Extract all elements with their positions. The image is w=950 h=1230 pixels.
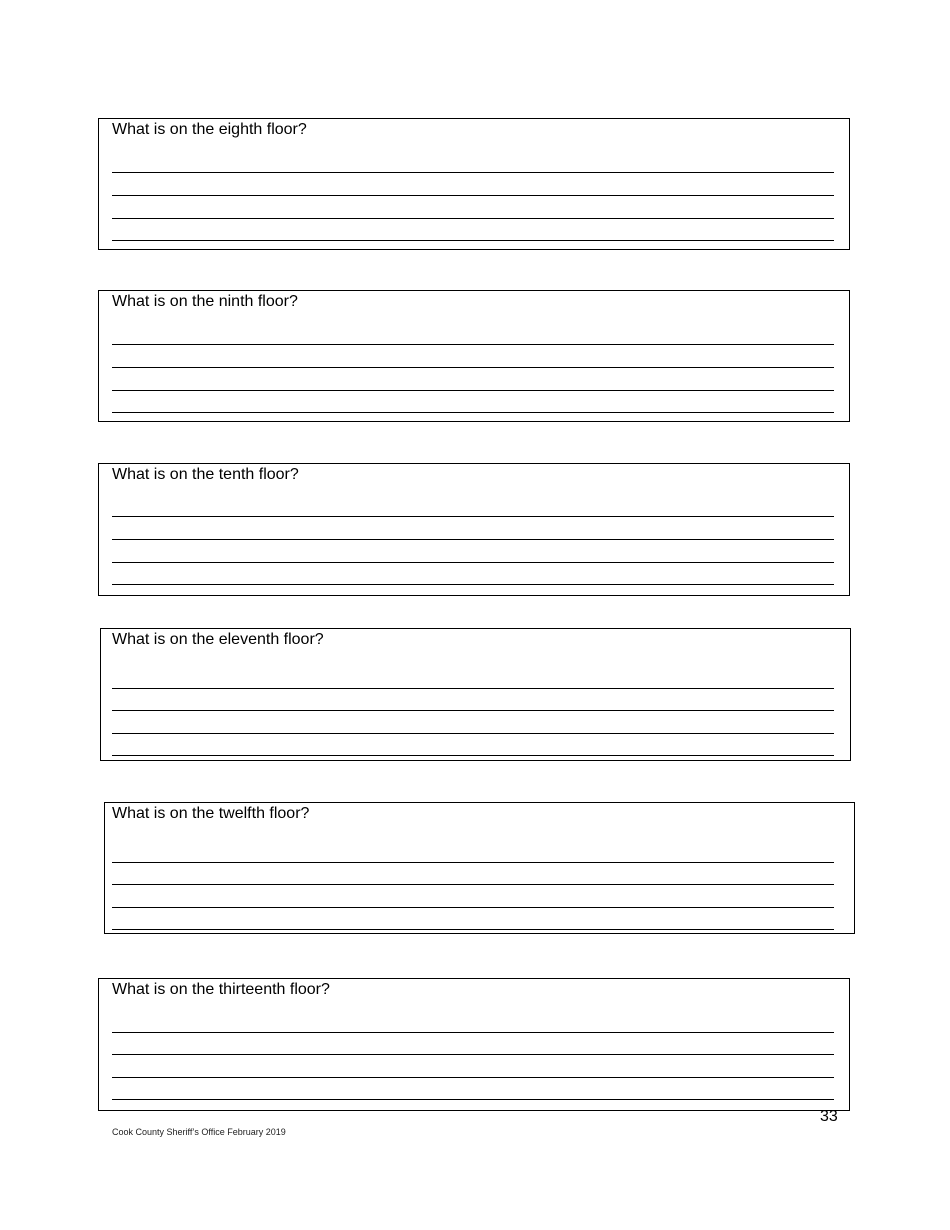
question-label: What is on the eleventh floor? [112, 631, 324, 648]
answer-line[interactable] [112, 1099, 834, 1100]
answer-line[interactable] [112, 688, 834, 689]
answer-line[interactable] [112, 884, 834, 885]
question-label: What is on the twelfth floor? [112, 805, 310, 822]
answer-line[interactable] [112, 240, 834, 241]
answer-line[interactable] [112, 218, 834, 219]
answer-line[interactable] [112, 562, 834, 563]
answer-line[interactable] [112, 710, 834, 711]
question-label: What is on the eighth floor? [112, 121, 307, 138]
question-box-eighth-floor [98, 118, 850, 250]
question-box-twelfth-floor [104, 802, 855, 934]
question-label: What is on the thirteenth floor? [112, 981, 330, 998]
answer-line[interactable] [112, 412, 834, 413]
answer-line[interactable] [112, 516, 834, 517]
question-box-thirteenth-floor [98, 978, 850, 1111]
footer-text: Cook County Sheriff’s Office February 2019 [112, 1127, 286, 1137]
answer-line[interactable] [112, 584, 834, 585]
question-box-tenth-floor [98, 463, 850, 596]
answer-line[interactable] [112, 862, 834, 863]
answer-line[interactable] [112, 1054, 834, 1055]
answer-line[interactable] [112, 344, 834, 345]
question-label: What is on the ninth floor? [112, 293, 298, 310]
page-number: 33 [820, 1108, 838, 1125]
answer-line[interactable] [112, 733, 834, 734]
answer-line[interactable] [112, 1077, 834, 1078]
answer-line[interactable] [112, 907, 834, 908]
question-box-eleventh-floor [100, 628, 851, 761]
answer-line[interactable] [112, 539, 834, 540]
answer-line[interactable] [112, 195, 834, 196]
answer-line[interactable] [112, 172, 834, 173]
answer-line[interactable] [112, 367, 834, 368]
question-label: What is on the tenth floor? [112, 466, 299, 483]
answer-line[interactable] [112, 1032, 834, 1033]
answer-line[interactable] [112, 755, 834, 756]
question-box-ninth-floor [98, 290, 850, 422]
answer-line[interactable] [112, 929, 834, 930]
answer-line[interactable] [112, 390, 834, 391]
